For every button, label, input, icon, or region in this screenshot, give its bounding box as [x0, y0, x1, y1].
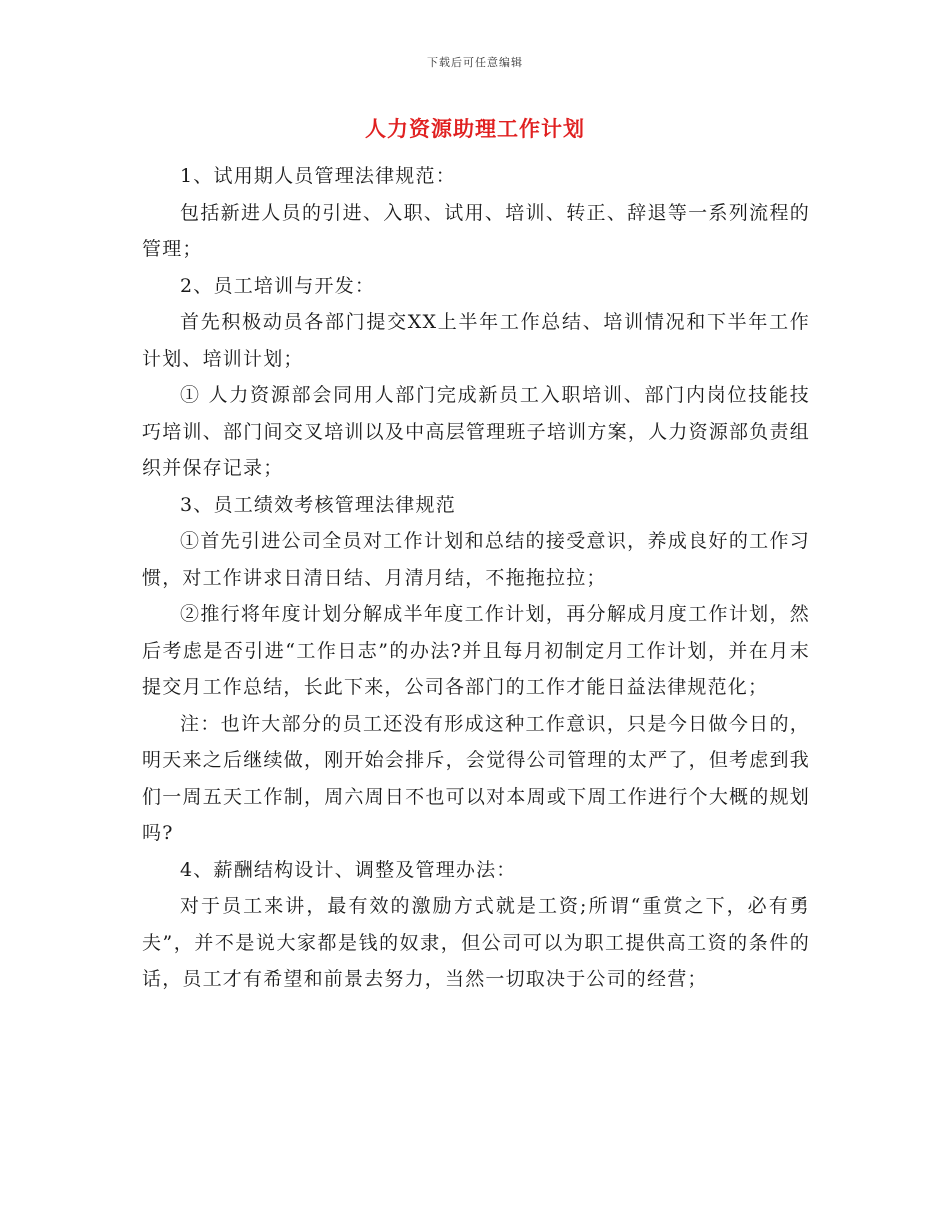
paragraph-training-plan: ① 人力资源部会同用人部门完成新员工入职培训、部门内岗位技能技巧培训、部门间交叉培训以及中高层管理班子培训方案，人力资源部负责组织并保存记录； — [142, 384, 810, 479]
document-body — [142, 158, 810, 998]
page-header-note: 下载后可任意编辑 — [427, 56, 523, 69]
paragraph-compensation: 对于员工来讲，最有效的激励方式就是工资;所谓“重赏之下，必有勇夫”，并不是说大家都是钱的奴隶，但公司可以为职工提供高工资的条件的话，员工才有希望和前景去努力，当然一切取决于公司的经营； — [142, 895, 810, 990]
paragraph-performance-plans: ②推行将年度计划分解成半年度工作计划，再分解成月度工作计划，然后考虑是否引进“工作日志”的办法?并且每月初制定月工作计划，并在月末提交月工作总结，长此下来，公司各部门的工作才能日益法律规范化； — [142, 603, 810, 698]
section-heading-training: 2、员工培训与开发： — [180, 274, 376, 297]
paragraph-performance-habits: ①首先引进公司全员对工作计划和总结的接受意识，养成良好的工作习惯，对工作讲求日清日结、月清月结，不拖拖拉拉； — [142, 530, 810, 589]
section-heading-performance: 3、员工绩效考核管理法律规范 — [180, 493, 456, 516]
paragraph-performance-note: 注：也许大部分的员工还没有形成这种工作意识，只是今日做今日的，明天来之后继续做，刚开始会排斥，会觉得公司管理的太严了，但考虑到我们一周五天工作制，周六周日不也可以对本周或下周工作进行个大概的规划吗? — [142, 712, 810, 844]
section-heading-compensation: 4、薪酬结构设计、调整及管理办法： — [180, 858, 517, 881]
paragraph-training-summary: 首先积极动员各部门提交XX上半年工作总结、培训情况和下半年工作计划、培训计划； — [142, 311, 810, 370]
paragraph-probation-scope: 包括新进人员的引进、入职、试用、培训、转正、辞退等一系列流程的管理； — [142, 201, 810, 260]
document-title: 人力资源助理工作计划 — [365, 116, 585, 141]
section-heading-probation: 1、试用期人员管理法律规范： — [180, 165, 456, 187]
